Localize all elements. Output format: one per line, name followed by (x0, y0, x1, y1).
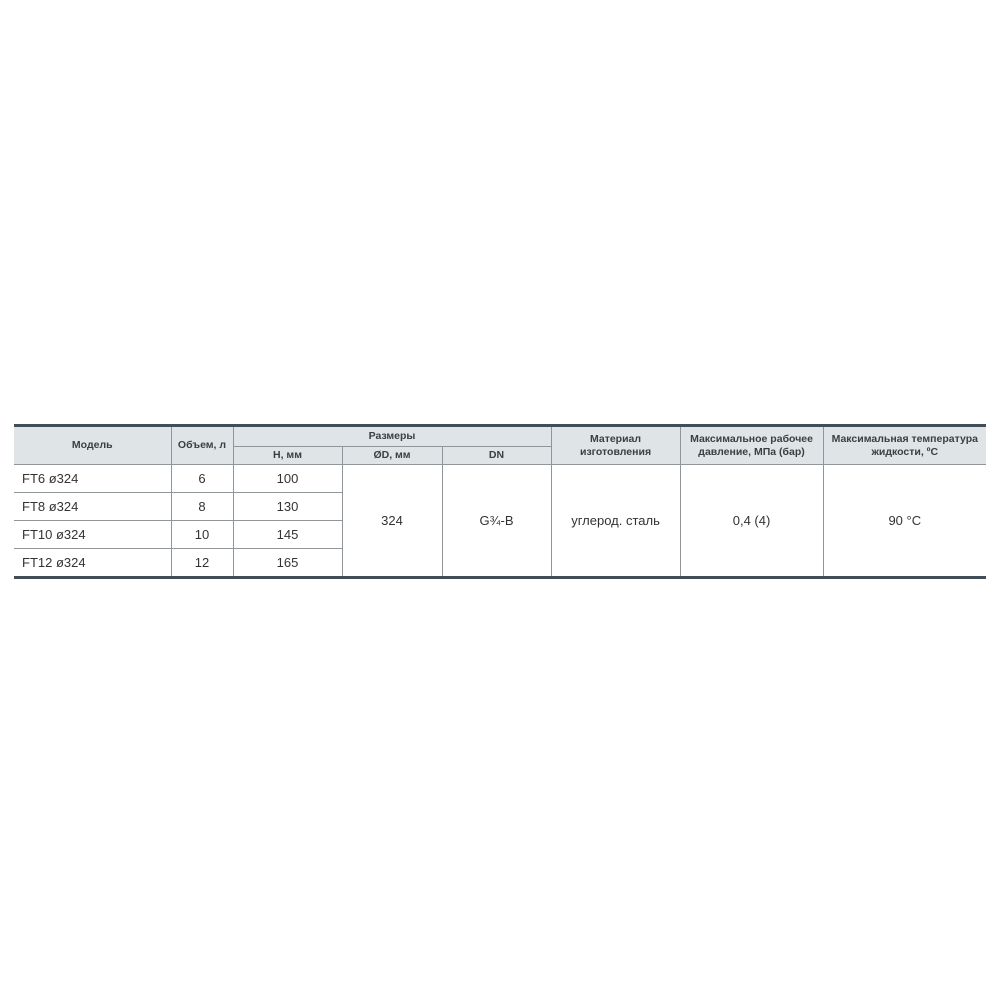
cell-height: 100 (233, 465, 342, 493)
cell-volume: 8 (171, 493, 233, 521)
cell-height: 165 (233, 549, 342, 578)
cell-dn: G¾-B (442, 465, 551, 578)
cell-model: FT8 ø324 (14, 493, 171, 521)
cell-volume: 6 (171, 465, 233, 493)
cell-pressure: 0,4 (4) (680, 465, 823, 578)
table-body (14, 465, 986, 578)
header-material: Материал изготовления (551, 426, 680, 465)
header-diameter: ØD, мм (342, 447, 442, 465)
cell-model: FT12 ø324 (14, 549, 171, 578)
header-pressure: Максимальное рабочее давление, МПа (бар) (680, 426, 823, 465)
cell-material: углерод. сталь (551, 465, 680, 578)
table-header (14, 426, 986, 465)
header-volume: Объем, л (171, 426, 233, 465)
cell-temperature: 90 °C (823, 465, 986, 578)
table-row (14, 465, 986, 493)
cell-model: FT10 ø324 (14, 521, 171, 549)
header-row-top (14, 426, 986, 447)
cell-height: 130 (233, 493, 342, 521)
cell-height: 145 (233, 521, 342, 549)
spec-table (14, 424, 986, 579)
header-model: Модель (14, 426, 171, 465)
cell-model: FT6 ø324 (14, 465, 171, 493)
cell-diameter: 324 (342, 465, 442, 578)
header-temperature: Максимальная температура жидкости, ºС (823, 426, 986, 465)
cell-volume: 12 (171, 549, 233, 578)
header-dn: DN (442, 447, 551, 465)
cell-volume: 10 (171, 521, 233, 549)
header-height: H, мм (233, 447, 342, 465)
header-dimensions: Размеры (233, 426, 551, 447)
